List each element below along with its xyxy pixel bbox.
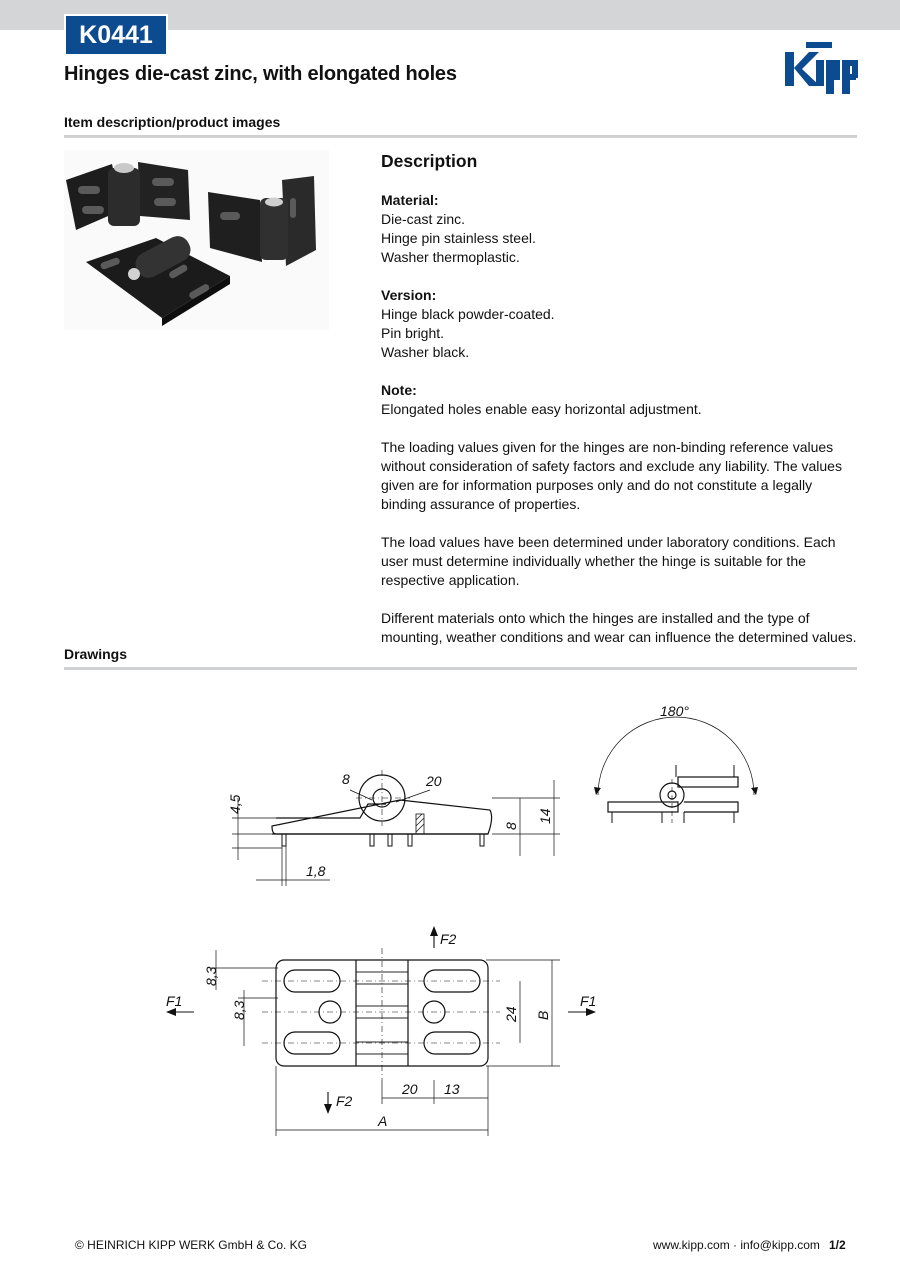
note-paragraph: Different materials onto which the hinges are installed and the type of mounting, weather conditions and wear can influence the determined values. <box>381 610 857 645</box>
version-label: Version: <box>381 287 437 303</box>
footer-page-number: 1/2 <box>829 1238 846 1252</box>
footer-copyright: © HEINRICH KIPP WERK GmbH & Co. KG <box>75 1238 307 1252</box>
section-drawings: Drawings <box>64 646 128 662</box>
drawing-top-view <box>150 920 610 1165</box>
dim-label: 8 <box>342 771 350 787</box>
dim-label: A <box>378 1113 388 1129</box>
version-line: Hinge black powder-coated. <box>381 306 555 322</box>
dim-label: B <box>535 1010 551 1020</box>
note-label: Note: <box>381 382 417 398</box>
dim-label: 20 <box>426 773 442 789</box>
material-line: Washer thermoplastic. <box>381 249 520 265</box>
material-label: Material: <box>381 192 439 208</box>
dim-label: 14 <box>537 808 553 824</box>
dim-label: 8,3 <box>231 1000 247 1020</box>
dim-label: 24 <box>503 1006 519 1022</box>
dim-label: 20 <box>402 1081 418 1097</box>
dim-label: 1,8 <box>306 863 326 879</box>
dim-label: 13 <box>444 1081 460 1097</box>
angle-label: 180° <box>660 703 689 719</box>
drawing-side-view <box>210 760 580 895</box>
material-line: Hinge pin stainless steel. <box>381 230 536 246</box>
force-label: F1 <box>580 993 597 1009</box>
version-line: Washer black. <box>381 344 470 360</box>
note-paragraph: The load values have been determined under laboratory conditions. Each user must determine individually whether the hinge is suitable for the respective application. <box>381 534 836 588</box>
version-block <box>381 286 861 362</box>
product-code-badge: K0441 <box>64 14 168 56</box>
dim-label: 8 <box>503 822 519 830</box>
force-label: F1 <box>166 993 183 1009</box>
note-paragraph: The loading values given for the hinges are non-binding reference values without consideration of safety factors and exclude any liability. The values given are for information purposes only and do not constitute a legally binding assurance of properties. <box>381 439 842 512</box>
section-item-description: Item description/product images <box>64 114 281 130</box>
kipp-logo <box>782 38 860 94</box>
footer-contact[interactable]: www.kipp.com · info@kipp.com <box>653 1238 820 1252</box>
force-label: F2 <box>440 931 457 947</box>
material-block <box>381 191 861 267</box>
note-paragraph: Elongated holes enable easy horizontal adjustment. <box>381 401 702 417</box>
description-heading: Description <box>381 151 478 171</box>
drawing-rotation-view <box>588 695 768 835</box>
force-label: F2 <box>336 1093 353 1109</box>
description-panel <box>381 152 861 666</box>
version-line: Pin bright. <box>381 325 445 341</box>
section-divider <box>64 667 857 670</box>
section-divider <box>64 135 857 138</box>
page-title: Hinges die-cast zinc, with elongated holes <box>64 63 457 85</box>
product-image <box>64 150 329 330</box>
material-line: Die-cast zinc. <box>381 211 466 227</box>
note-block <box>381 381 861 647</box>
dim-label: 4,5 <box>227 794 243 814</box>
dim-label: 8,3 <box>203 966 219 986</box>
